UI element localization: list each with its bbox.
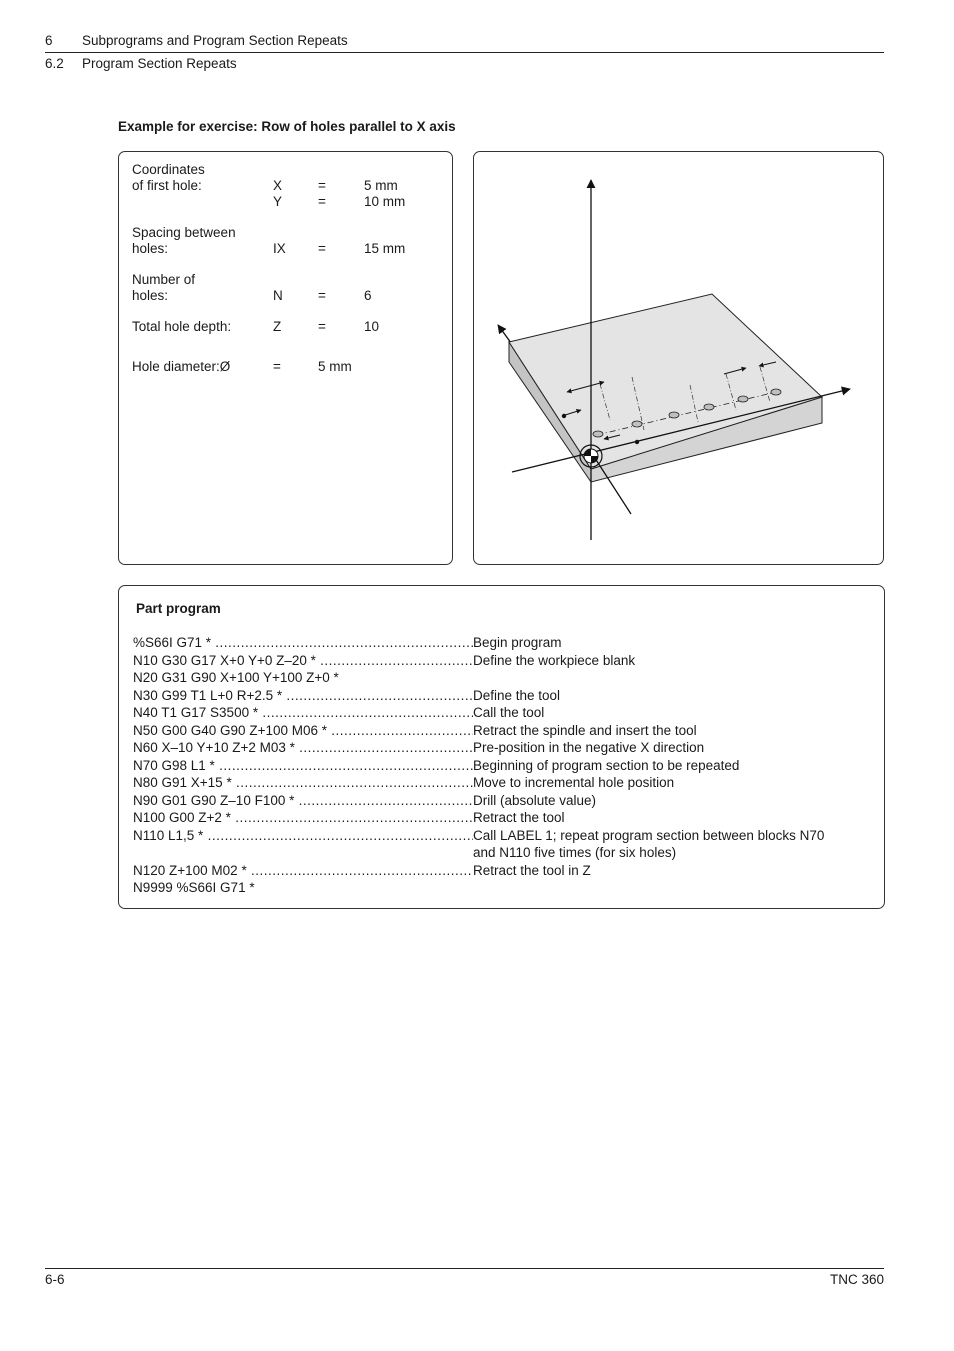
param-value: 10	[364, 319, 380, 334]
program-description: Call LABEL 1; repeat program section between blocks N70	[473, 827, 825, 843]
part-program-box	[118, 585, 885, 909]
param-label: Number of	[132, 272, 196, 287]
param-equals: =	[318, 241, 326, 256]
section-number: 6.2	[45, 56, 64, 71]
exercise-title: Example for exercise: Row of holes parallel to X axis	[118, 119, 456, 134]
program-description: Begin program	[473, 635, 562, 650]
hole	[738, 396, 748, 402]
program-line	[133, 774, 873, 792]
param-label: Spacing between	[132, 225, 236, 240]
program-description: Define the workpiece blank	[473, 652, 636, 668]
program-code: N110 L1,5 * .....	[133, 827, 473, 845]
param-label: Total hole depth:	[132, 319, 232, 334]
hole-diameter-label: Hole diameter:Ø	[132, 359, 231, 374]
program-line-continuation	[133, 844, 873, 862]
param-value: 10 mm	[364, 194, 406, 209]
program-line	[133, 739, 873, 757]
program-code: N80 G91 X+15 * .....	[133, 774, 473, 792]
param-equals: =	[318, 319, 326, 334]
program-code: N10 G30 G17 X+0 Y+0 Z–20 * .....	[133, 652, 473, 670]
page-number: 6-6	[45, 1272, 65, 1287]
program-description: Pre-position in the negative X direction	[473, 740, 705, 755]
program-code: N90 G01 G90 Z–10 F100 * .....	[133, 792, 473, 810]
program-code: N60 X–10 Y+10 Z+2 M03 * .....	[133, 739, 473, 757]
program-line	[133, 827, 873, 845]
program-line	[133, 687, 873, 705]
hole	[771, 389, 781, 395]
program-code: N70 G98 L1 * .....	[133, 757, 473, 775]
program-line	[133, 704, 873, 722]
workpiece-illustration	[474, 152, 885, 566]
program-line	[133, 652, 873, 670]
param-value: 15 mm	[364, 241, 406, 256]
param-symbol: N	[273, 288, 283, 303]
param-label: of first hole:	[132, 178, 202, 193]
block-top-face	[509, 294, 822, 469]
param-label: holes:	[132, 288, 169, 303]
program-code: N9999 %S66I G71 *	[133, 880, 255, 895]
parameters-box	[118, 151, 453, 565]
running-header	[0, 0, 954, 80]
param-label: holes:	[132, 241, 169, 256]
program-description: and N110 five times (for six holes)	[473, 845, 677, 860]
illustration-box	[473, 151, 884, 565]
program-description: Call the tool	[473, 705, 545, 720]
footer-rule	[45, 1268, 884, 1269]
program-code: N40 T1 G17 S3500 * .....	[133, 704, 473, 722]
program-line	[133, 862, 873, 880]
param-equals: =	[318, 178, 326, 193]
section-title: Program Section Repeats	[82, 56, 237, 71]
param-label: Coordinates	[132, 162, 205, 177]
param-symbol: X	[273, 178, 283, 193]
product-name: TNC 360	[829, 1272, 884, 1287]
program-line	[133, 669, 873, 687]
program-code: N100 G00 Z+2 * .....	[133, 809, 473, 827]
program-description: Retract the tool	[473, 810, 565, 825]
program-description: Beginning of program section to be repeated	[473, 757, 740, 773]
program-code: N50 G00 G40 G90 Z+100 M06 * .....	[133, 722, 473, 740]
hole-diameter-equals: =	[273, 359, 281, 374]
header-rule	[45, 52, 884, 53]
param-equals: =	[318, 288, 326, 303]
program-description: Drill (absolute value)	[473, 792, 597, 808]
program-line	[133, 722, 873, 740]
program-code: %S66I G71 * .....	[133, 634, 473, 652]
param-symbol: IX	[273, 241, 286, 256]
param-symbol: Y	[273, 194, 283, 209]
program-line	[133, 757, 873, 775]
program-code: N120 Z+100 M02 * .....	[133, 862, 473, 880]
program-description: Move to incremental hole position	[473, 775, 675, 790]
hole	[704, 404, 714, 410]
part-program-title: Part program	[136, 601, 221, 616]
param-value: 6	[364, 288, 372, 303]
hole-diameter-value: 5 mm	[318, 359, 352, 374]
param-symbol: Z	[273, 319, 282, 334]
program-description: Define the tool	[473, 687, 561, 703]
program-line	[133, 792, 873, 810]
start-point	[635, 440, 639, 444]
chapter-number: 6	[45, 33, 53, 48]
param-equals: =	[318, 194, 326, 209]
program-description: Retract the spindle and insert the tool	[473, 722, 697, 738]
program-line	[133, 879, 873, 897]
program-code: N20 G31 G90 X+100 Y+100 Z+0 *	[133, 670, 339, 685]
program-line	[133, 809, 873, 827]
hole	[632, 421, 642, 427]
param-value: 5 mm	[364, 178, 398, 193]
program-code: N30 G99 T1 L+0 R+2.5 * .....	[133, 687, 473, 705]
program-line	[133, 634, 873, 652]
chapter-title: Subprograms and Program Section Repeats	[82, 33, 348, 48]
program-description: Retract the tool in Z	[473, 862, 591, 878]
hole	[669, 412, 679, 418]
hole	[593, 431, 603, 437]
